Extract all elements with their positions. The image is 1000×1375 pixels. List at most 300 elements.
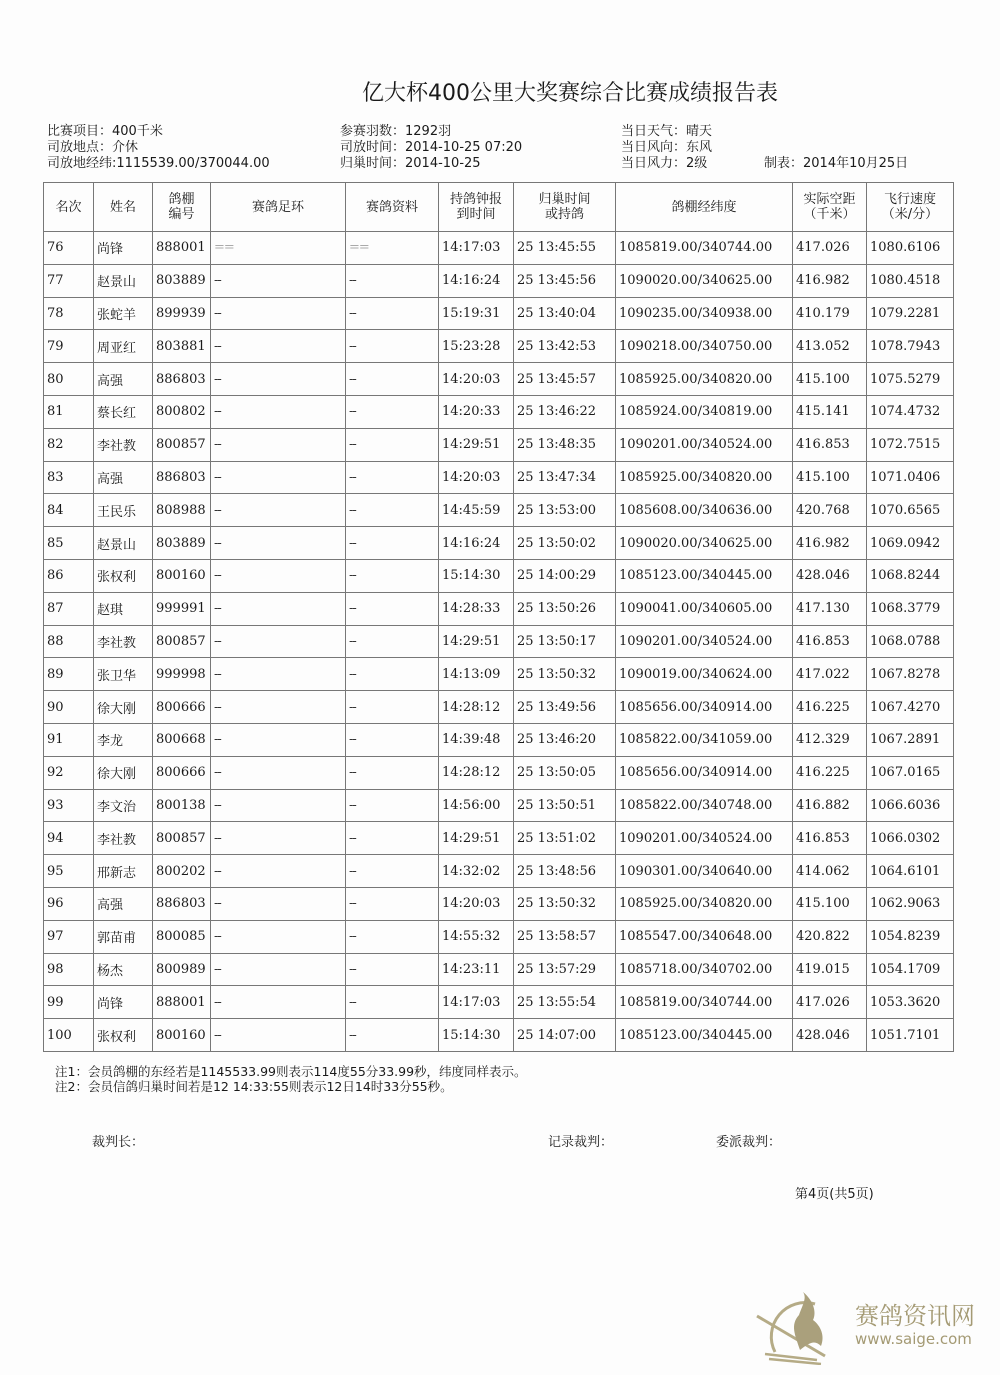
- cell-loft: 999998: [153, 658, 211, 691]
- cell-speed: 1067.0165: [867, 756, 954, 789]
- cell-speed: 1069.0942: [867, 527, 954, 560]
- cell-rank: 92: [44, 756, 94, 789]
- column-header-arrival: [514, 183, 616, 232]
- table-row: [44, 363, 954, 396]
- cell-name: 尚锋: [94, 232, 153, 265]
- cell-speed: 1080.4518: [867, 264, 954, 297]
- cell-distance: 415.100: [793, 461, 867, 494]
- cell-ring: --: [211, 592, 346, 625]
- cell-ring: --: [211, 461, 346, 494]
- cell-distance: 420.822: [793, 920, 867, 953]
- column-header-label: 鸽棚编号: [168, 192, 195, 222]
- cell-distance: 413.052: [793, 330, 867, 363]
- cell-ring: --: [211, 395, 346, 428]
- cell-rank: 91: [44, 723, 94, 756]
- cell-distance: 410.179: [793, 297, 867, 330]
- table-row: [44, 986, 954, 1019]
- cell-info: --: [346, 330, 439, 363]
- table-row: [44, 395, 954, 428]
- column-header-ring: [211, 183, 346, 232]
- cell-speed: 1067.4270: [867, 691, 954, 724]
- table-row: [44, 887, 954, 920]
- cell-name: 高强: [94, 363, 153, 396]
- cell-arrival: 25 13:53:00: [514, 494, 616, 527]
- column-header-info: [346, 183, 439, 232]
- cell-name: 张卫华: [94, 658, 153, 691]
- table-row: [44, 494, 954, 527]
- cell-coords: 1085718.00/340702.00: [616, 953, 793, 986]
- cell-ring: --: [211, 691, 346, 724]
- cell-distance: 420.768: [793, 494, 867, 527]
- table-row: [44, 691, 954, 724]
- cell-arrival: 25 13:45:55: [514, 232, 616, 265]
- note-1: 注1：会员鸽棚的东经若是1145533.99则表示114度55分33.99秒，纬度同样表示。: [55, 1064, 527, 1079]
- note-2: 注2：会员信鸽归巢时间若是12 14:33:55则表示12日14时33分55秒。: [55, 1079, 453, 1094]
- cell-loft: 803881: [153, 330, 211, 363]
- cell-loft: 800160: [153, 1019, 211, 1052]
- cell-clock: 14:56:00: [439, 789, 514, 822]
- cell-clock: 14:29:51: [439, 428, 514, 461]
- meta-made-date: 制表：2014年10月25日: [764, 156, 909, 171]
- cell-clock: 14:13:09: [439, 658, 514, 691]
- cell-loft: 886803: [153, 461, 211, 494]
- cell-name: 张权利: [94, 1019, 153, 1052]
- cell-rank: 99: [44, 986, 94, 1019]
- cell-info: --: [346, 395, 439, 428]
- cell-distance: 416.882: [793, 789, 867, 822]
- cell-ring: ==: [211, 232, 346, 265]
- cell-coords: 1090201.00/340524.00: [616, 428, 793, 461]
- cell-loft: 800857: [153, 428, 211, 461]
- cell-rank: 77: [44, 264, 94, 297]
- column-header-label: 归巢时间或持鸽: [538, 192, 591, 222]
- cell-speed: 1070.6565: [867, 494, 954, 527]
- cell-distance: 428.046: [793, 1019, 867, 1052]
- cell-info: ==: [346, 232, 439, 265]
- cell-clock: 14:39:48: [439, 723, 514, 756]
- cell-distance: 415.100: [793, 363, 867, 396]
- cell-distance: 416.853: [793, 428, 867, 461]
- cell-speed: 1068.3779: [867, 592, 954, 625]
- column-header-speed: [867, 183, 954, 232]
- table-header-row: [44, 183, 954, 232]
- cell-info: --: [346, 363, 439, 396]
- cell-arrival: 25 13:50:17: [514, 625, 616, 658]
- cell-loft: 886803: [153, 887, 211, 920]
- cell-ring: --: [211, 723, 346, 756]
- cell-distance: 417.026: [793, 232, 867, 265]
- cell-speed: 1079.2281: [867, 297, 954, 330]
- cell-name: 赵景山: [94, 264, 153, 297]
- cell-coords: 1090019.00/340624.00: [616, 658, 793, 691]
- table-row: [44, 330, 954, 363]
- cell-info: --: [346, 428, 439, 461]
- column-header-label: 赛鸽足环: [251, 199, 304, 215]
- cell-coords: 1090218.00/340750.00: [616, 330, 793, 363]
- column-header-coords: [616, 183, 793, 232]
- cell-coords: 1085123.00/340445.00: [616, 559, 793, 592]
- cell-speed: 1064.6101: [867, 855, 954, 888]
- cell-coords: 1085924.00/340819.00: [616, 395, 793, 428]
- cell-loft: 899939: [153, 297, 211, 330]
- cell-distance: 417.130: [793, 592, 867, 625]
- cell-clock: 14:17:03: [439, 986, 514, 1019]
- cell-name: 邢新志: [94, 855, 153, 888]
- cell-name: 赵景山: [94, 527, 153, 560]
- cell-rank: 97: [44, 920, 94, 953]
- column-header-name: [94, 183, 153, 232]
- cell-ring: --: [211, 625, 346, 658]
- cell-arrival: 25 13:48:35: [514, 428, 616, 461]
- cell-info: --: [346, 1019, 439, 1052]
- cell-ring: --: [211, 887, 346, 920]
- cell-speed: 1067.8278: [867, 658, 954, 691]
- cell-clock: 14:20:03: [439, 461, 514, 494]
- cell-speed: 1072.7515: [867, 428, 954, 461]
- table-row: [44, 822, 954, 855]
- cell-speed: 1068.8244: [867, 559, 954, 592]
- cell-coords: 1085822.00/340748.00: [616, 789, 793, 822]
- column-header-label: 赛鸽资料: [365, 199, 418, 215]
- cell-loft: 888001: [153, 986, 211, 1019]
- cell-arrival: 25 13:46:20: [514, 723, 616, 756]
- cell-coords: 1085822.00/341059.00: [616, 723, 793, 756]
- meta-release-coords: 司放地经纬:1115539.00/370044.00: [47, 156, 270, 171]
- page-number: 第4页(共5页): [795, 1187, 874, 1202]
- cell-loft: 888001: [153, 232, 211, 265]
- chief-referee-signature: 裁判长：: [92, 1135, 145, 1150]
- cell-arrival: 25 13:50:02: [514, 527, 616, 560]
- cell-loft: 800802: [153, 395, 211, 428]
- cell-distance: 419.015: [793, 953, 867, 986]
- cell-name: 杨杰: [94, 953, 153, 986]
- cell-speed: 1066.0302: [867, 822, 954, 855]
- cell-name: 李社教: [94, 822, 153, 855]
- cell-speed: 1054.1709: [867, 953, 954, 986]
- cell-speed: 1078.7943: [867, 330, 954, 363]
- cell-coords: 1090201.00/340524.00: [616, 625, 793, 658]
- cell-loft: 800857: [153, 625, 211, 658]
- cell-rank: 82: [44, 428, 94, 461]
- table-row: [44, 428, 954, 461]
- cell-clock: 15:14:30: [439, 1019, 514, 1052]
- cell-rank: 86: [44, 559, 94, 592]
- cell-coords: 1090020.00/340625.00: [616, 264, 793, 297]
- table-row: [44, 920, 954, 953]
- table-row: [44, 559, 954, 592]
- cell-loft: 808988: [153, 494, 211, 527]
- cell-speed: 1053.3620: [867, 986, 954, 1019]
- table-row: [44, 297, 954, 330]
- cell-clock: 14:17:03: [439, 232, 514, 265]
- cell-info: --: [346, 461, 439, 494]
- results-table: [43, 182, 954, 1052]
- cell-clock: 14:20:03: [439, 363, 514, 396]
- cell-arrival: 25 13:40:04: [514, 297, 616, 330]
- table-row: [44, 723, 954, 756]
- cell-name: 蔡长红: [94, 395, 153, 428]
- cell-speed: 1067.2891: [867, 723, 954, 756]
- cell-rank: 89: [44, 658, 94, 691]
- cell-arrival: 25 13:50:51: [514, 789, 616, 822]
- cell-ring: --: [211, 789, 346, 822]
- cell-info: --: [346, 986, 439, 1019]
- cell-speed: 1080.6106: [867, 232, 954, 265]
- cell-arrival: 25 13:45:57: [514, 363, 616, 396]
- cell-arrival: 25 13:57:29: [514, 953, 616, 986]
- cell-name: 尚锋: [94, 986, 153, 1019]
- cell-info: --: [346, 658, 439, 691]
- cell-rank: 95: [44, 855, 94, 888]
- cell-info: --: [346, 789, 439, 822]
- cell-clock: 15:14:30: [439, 559, 514, 592]
- cell-clock: 14:20:33: [439, 395, 514, 428]
- cell-rank: 76: [44, 232, 94, 265]
- cell-name: 周亚红: [94, 330, 153, 363]
- cell-coords: 1085547.00/340648.00: [616, 920, 793, 953]
- cell-rank: 88: [44, 625, 94, 658]
- cell-name: 高强: [94, 461, 153, 494]
- cell-coords: 1090235.00/340938.00: [616, 297, 793, 330]
- cell-name: 郭苗甫: [94, 920, 153, 953]
- cell-info: --: [346, 887, 439, 920]
- cell-distance: 416.982: [793, 527, 867, 560]
- cell-loft: 800668: [153, 723, 211, 756]
- cell-distance: 416.853: [793, 822, 867, 855]
- cell-ring: --: [211, 822, 346, 855]
- cell-clock: 14:23:11: [439, 953, 514, 986]
- cell-rank: 80: [44, 363, 94, 396]
- cell-arrival: 25 14:07:00: [514, 1019, 616, 1052]
- cell-name: 李社教: [94, 625, 153, 658]
- delegated-referee-signature: 委派裁判：: [716, 1135, 782, 1150]
- cell-info: --: [346, 559, 439, 592]
- column-header-label: 姓名: [109, 199, 136, 215]
- cell-coords: 1090041.00/340605.00: [616, 592, 793, 625]
- cell-rank: 85: [44, 527, 94, 560]
- meta-return-time: 归巢时间：2014-10-25: [340, 156, 481, 171]
- cell-loft: 800989: [153, 953, 211, 986]
- cell-loft: 886803: [153, 363, 211, 396]
- table-row: [44, 625, 954, 658]
- table-row: [44, 1019, 954, 1052]
- cell-arrival: 25 13:47:34: [514, 461, 616, 494]
- cell-rank: 94: [44, 822, 94, 855]
- column-header-label: 鸽棚经纬度: [671, 199, 737, 215]
- column-header-distance: [793, 183, 867, 232]
- table-row: [44, 264, 954, 297]
- cell-info: --: [346, 527, 439, 560]
- table-row: [44, 592, 954, 625]
- cell-clock: 14:32:02: [439, 855, 514, 888]
- cell-speed: 1066.6036: [867, 789, 954, 822]
- cell-coords: 1085656.00/340914.00: [616, 756, 793, 789]
- meta-wind-force: 当日风力：2级: [621, 156, 708, 171]
- cell-distance: 417.026: [793, 986, 867, 1019]
- cell-clock: 14:28:12: [439, 691, 514, 724]
- column-header-clock: [439, 183, 514, 232]
- table-row: [44, 232, 954, 265]
- cell-ring: --: [211, 756, 346, 789]
- cell-clock: 15:23:28: [439, 330, 514, 363]
- cell-arrival: 25 13:51:02: [514, 822, 616, 855]
- meta-column-3: [621, 124, 712, 172]
- watermark-url: www.saige.com: [855, 1330, 972, 1348]
- cell-speed: 1051.7101: [867, 1019, 954, 1052]
- cell-name: 高强: [94, 887, 153, 920]
- meta-event: 比赛项目：400千米: [47, 124, 163, 139]
- notes: [55, 1064, 527, 1094]
- cell-name: 徐大刚: [94, 756, 153, 789]
- cell-info: --: [346, 723, 439, 756]
- table-row: [44, 855, 954, 888]
- cell-rank: 78: [44, 297, 94, 330]
- meta-release-time: 司放时间：2014-10-25 07:20: [340, 140, 523, 155]
- cell-info: --: [346, 756, 439, 789]
- table-row: [44, 756, 954, 789]
- cell-ring: --: [211, 559, 346, 592]
- cell-loft: 999991: [153, 592, 211, 625]
- cell-speed: 1075.5279: [867, 363, 954, 396]
- cell-info: --: [346, 625, 439, 658]
- cell-ring: --: [211, 494, 346, 527]
- cell-coords: 1085925.00/340820.00: [616, 461, 793, 494]
- cell-distance: 416.853: [793, 625, 867, 658]
- cell-info: --: [346, 855, 439, 888]
- cell-rank: 87: [44, 592, 94, 625]
- cell-distance: 416.225: [793, 691, 867, 724]
- cell-loft: 800666: [153, 691, 211, 724]
- cell-info: --: [346, 264, 439, 297]
- cell-arrival: 25 13:49:56: [514, 691, 616, 724]
- table-row: [44, 527, 954, 560]
- cell-distance: 417.022: [793, 658, 867, 691]
- cell-ring: --: [211, 264, 346, 297]
- cell-loft: 803889: [153, 264, 211, 297]
- cell-rank: 79: [44, 330, 94, 363]
- cell-clock: 14:29:51: [439, 625, 514, 658]
- cell-coords: 1090301.00/340640.00: [616, 855, 793, 888]
- meta-wind-direction: 当日风向：东风: [621, 140, 713, 155]
- cell-info: --: [346, 920, 439, 953]
- cell-name: 李文治: [94, 789, 153, 822]
- cell-arrival: 25 13:50:26: [514, 592, 616, 625]
- cell-arrival: 25 14:00:29: [514, 559, 616, 592]
- cell-info: --: [346, 494, 439, 527]
- cell-clock: 14:16:24: [439, 527, 514, 560]
- cell-coords: 1085819.00/340744.00: [616, 986, 793, 1019]
- meta-column-1: [47, 124, 270, 172]
- cell-clock: 14:28:33: [439, 592, 514, 625]
- cell-arrival: 25 13:50:32: [514, 887, 616, 920]
- cell-clock: 14:28:12: [439, 756, 514, 789]
- table-body: [44, 232, 954, 1052]
- cell-ring: --: [211, 297, 346, 330]
- cell-coords: 1085819.00/340744.00: [616, 232, 793, 265]
- watermark: [755, 1290, 995, 1365]
- cell-ring: --: [211, 986, 346, 1019]
- cell-ring: --: [211, 855, 346, 888]
- cell-speed: 1062.9063: [867, 887, 954, 920]
- cell-clock: 14:55:32: [439, 920, 514, 953]
- table-row: [44, 953, 954, 986]
- cell-distance: 415.100: [793, 887, 867, 920]
- cell-name: 李龙: [94, 723, 153, 756]
- cell-loft: 800857: [153, 822, 211, 855]
- meta-release-place: 司放地点：介休: [47, 140, 139, 155]
- cell-coords: 1090201.00/340524.00: [616, 822, 793, 855]
- pigeon-logo-icon: [755, 1290, 850, 1365]
- cell-arrival: 25 13:46:22: [514, 395, 616, 428]
- cell-coords: 1085925.00/340820.00: [616, 887, 793, 920]
- cell-info: --: [346, 691, 439, 724]
- cell-name: 李社教: [94, 428, 153, 461]
- cell-arrival: 25 13:45:56: [514, 264, 616, 297]
- cell-speed: 1071.0406: [867, 461, 954, 494]
- cell-loft: 800085: [153, 920, 211, 953]
- cell-arrival: 25 13:48:56: [514, 855, 616, 888]
- cell-ring: --: [211, 920, 346, 953]
- column-header-label: 实际空距（千米）: [803, 192, 856, 222]
- cell-arrival: 25 13:55:54: [514, 986, 616, 1019]
- column-header-label: 名次: [55, 199, 82, 215]
- cell-loft: 803889: [153, 527, 211, 560]
- cell-name: 赵琪: [94, 592, 153, 625]
- cell-coords: 1085656.00/340914.00: [616, 691, 793, 724]
- cell-clock: 14:45:59: [439, 494, 514, 527]
- cell-name: 王民乐: [94, 494, 153, 527]
- cell-arrival: 25 13:50:05: [514, 756, 616, 789]
- cell-rank: 84: [44, 494, 94, 527]
- cell-clock: 15:19:31: [439, 297, 514, 330]
- cell-arrival: 25 13:58:57: [514, 920, 616, 953]
- cell-name: 张权利: [94, 559, 153, 592]
- watermark-name: 赛鸽资讯网: [855, 1302, 975, 1330]
- cell-arrival: 25 13:50:32: [514, 658, 616, 691]
- cell-loft: 800138: [153, 789, 211, 822]
- cell-coords: 1090020.00/340625.00: [616, 527, 793, 560]
- cell-rank: 93: [44, 789, 94, 822]
- table-row: [44, 789, 954, 822]
- cell-ring: --: [211, 330, 346, 363]
- cell-name: 徐大刚: [94, 691, 153, 724]
- column-header-label: 持鸽钟报到时间: [449, 192, 502, 222]
- cell-rank: 81: [44, 395, 94, 428]
- cell-loft: 800160: [153, 559, 211, 592]
- cell-rank: 96: [44, 887, 94, 920]
- cell-ring: --: [211, 428, 346, 461]
- cell-distance: 416.982: [793, 264, 867, 297]
- cell-distance: 412.329: [793, 723, 867, 756]
- cell-rank: 90: [44, 691, 94, 724]
- meta-column-2: [340, 124, 522, 172]
- cell-clock: 14:20:03: [439, 887, 514, 920]
- cell-ring: --: [211, 527, 346, 560]
- report-title: 亿大杯400公里大奖赛综合比赛成绩报告表: [362, 81, 778, 106]
- cell-distance: 416.225: [793, 756, 867, 789]
- table-row: [44, 658, 954, 691]
- cell-rank: 98: [44, 953, 94, 986]
- cell-name: 张蛇羊: [94, 297, 153, 330]
- cell-loft: 800202: [153, 855, 211, 888]
- cell-distance: 415.141: [793, 395, 867, 428]
- cell-coords: 1085925.00/340820.00: [616, 363, 793, 396]
- cell-loft: 800666: [153, 756, 211, 789]
- cell-ring: --: [211, 658, 346, 691]
- cell-speed: 1054.8239: [867, 920, 954, 953]
- cell-distance: 414.062: [793, 855, 867, 888]
- table-row: [44, 461, 954, 494]
